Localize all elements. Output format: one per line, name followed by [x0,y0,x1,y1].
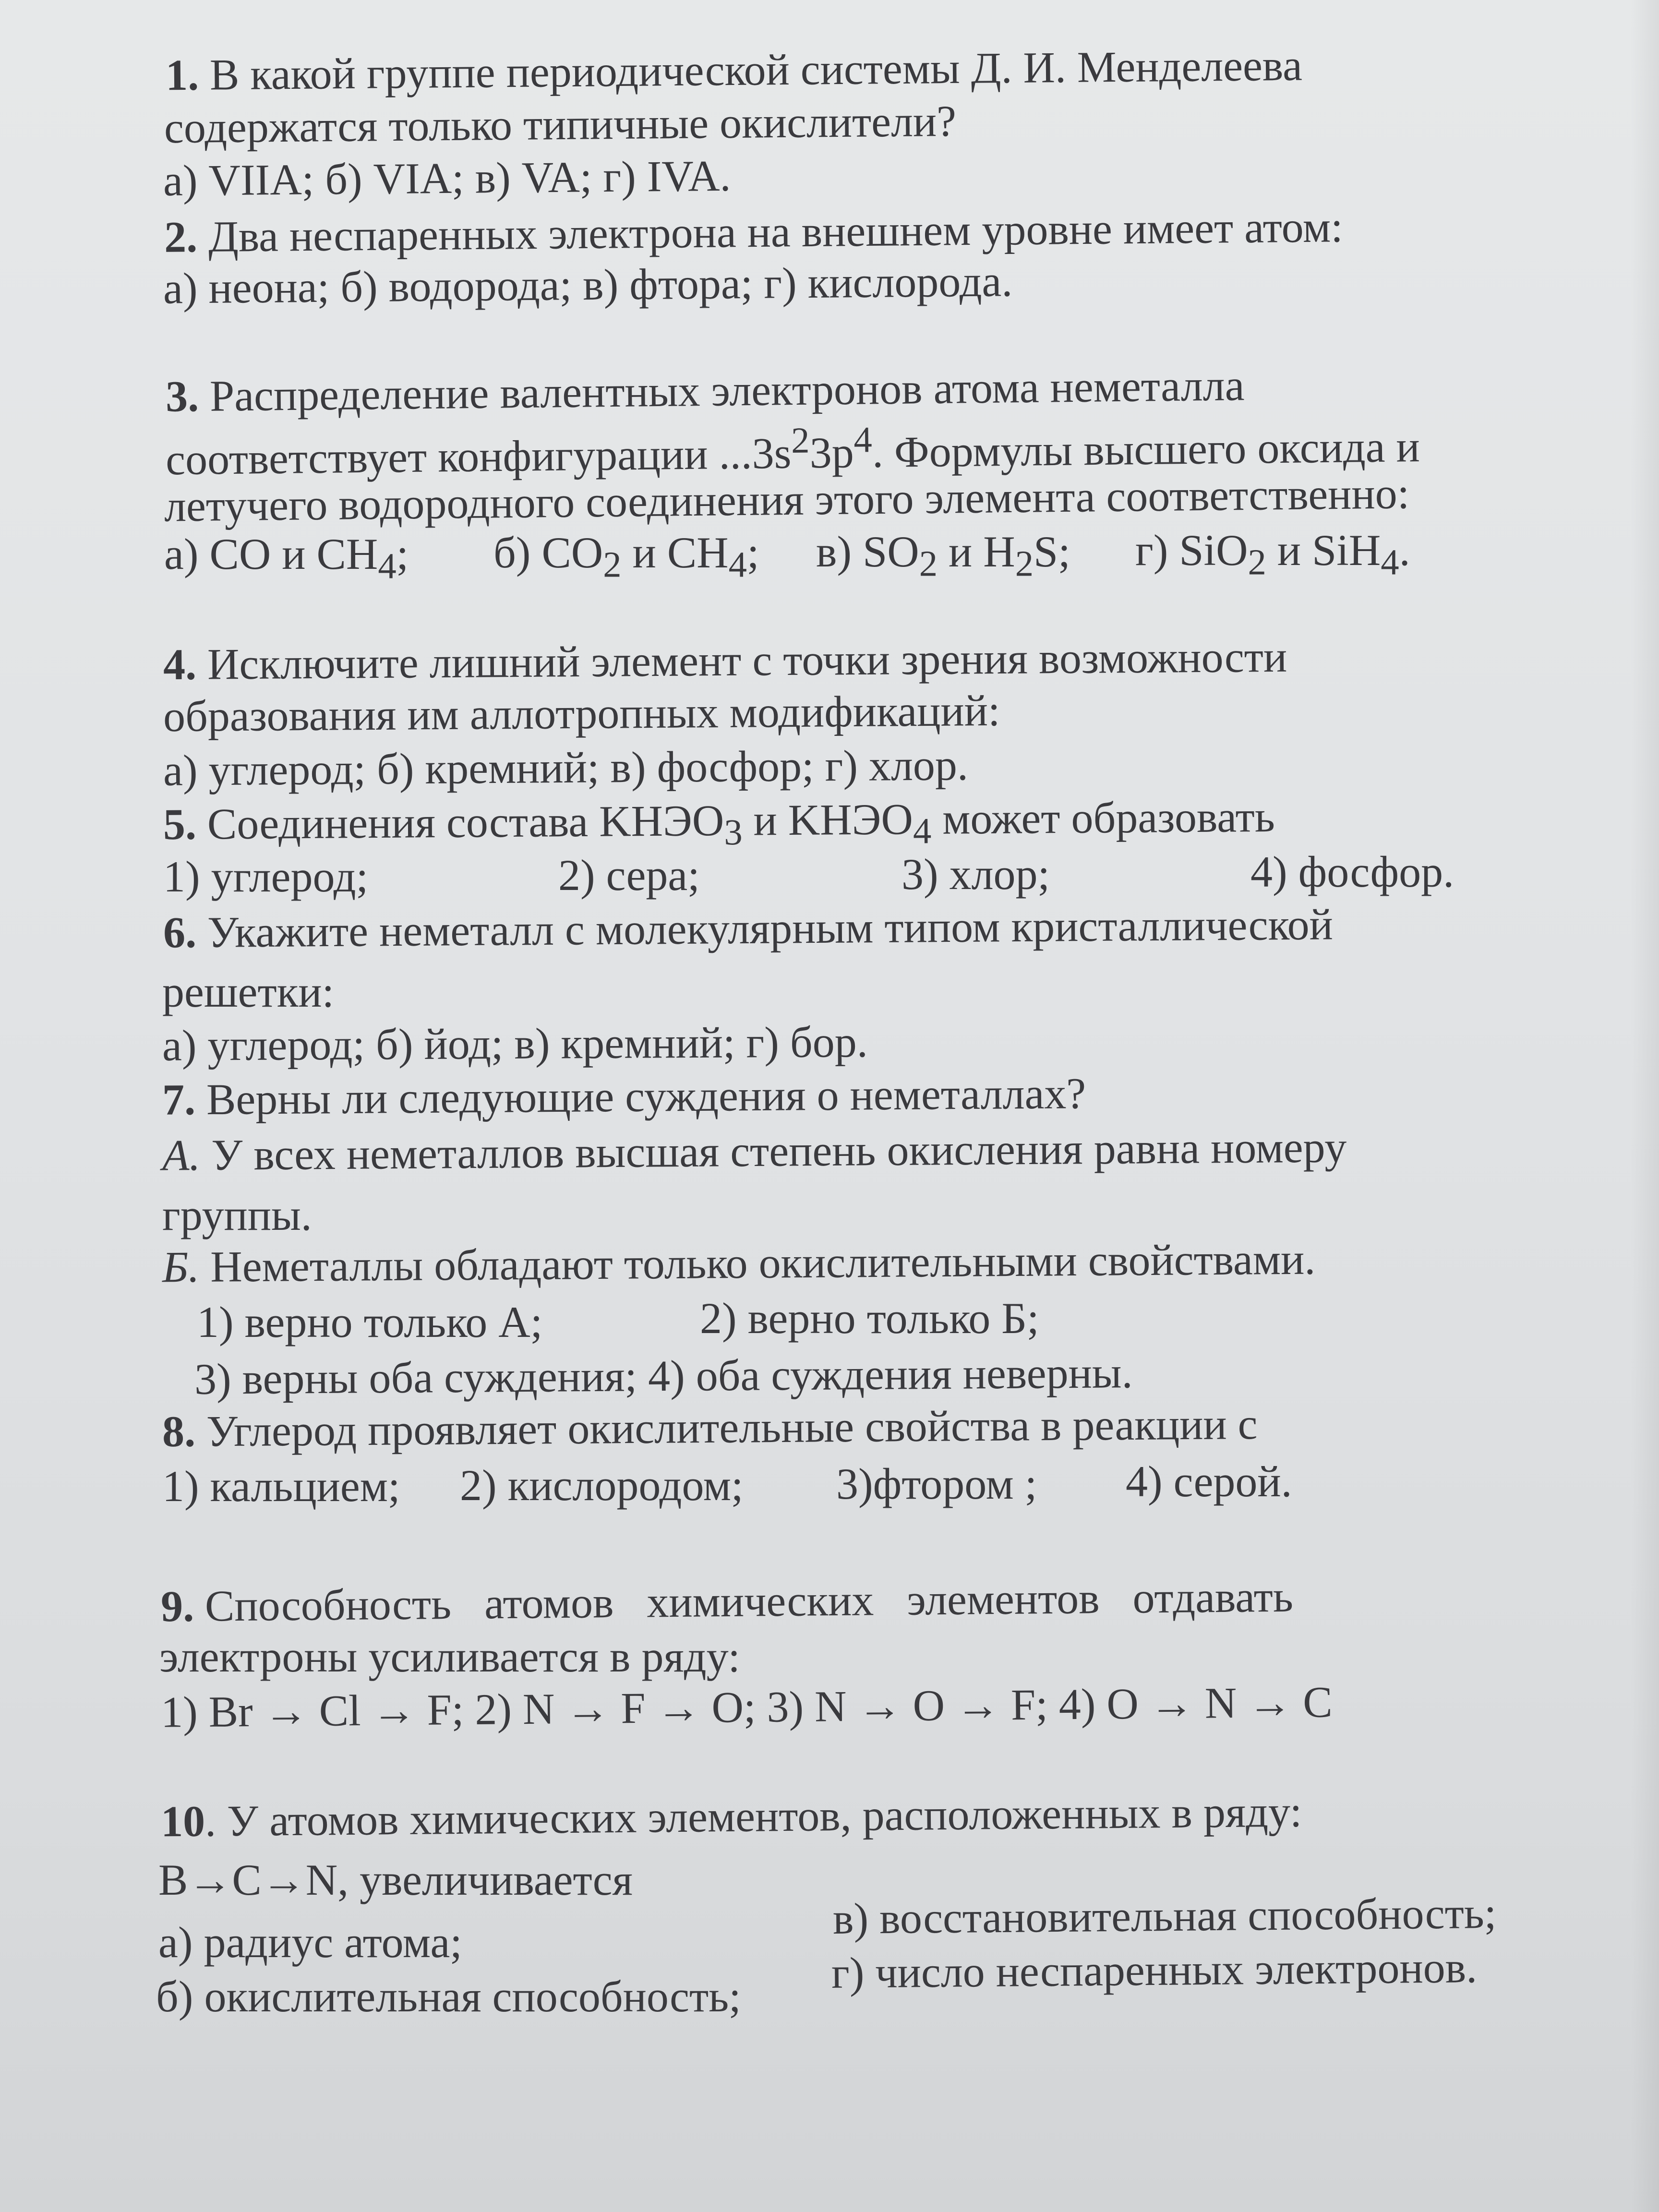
q5-option-4: 4) фосфор. [1250,847,1455,896]
q5-text-mid: и KHЭO [742,794,914,845]
q5-sub-2: 4 [913,810,932,852]
q7-number: 7. [162,1075,196,1124]
q10-line2: B→C→N, увеличивается [158,1855,633,1904]
q3-opt-b-label: б) CO [493,528,603,577]
q10-option-c: в) восстановительная способность; [832,1888,1497,1944]
q10-number: 10 [160,1796,205,1846]
q7-statement-b [162,1234,1316,1292]
q1-line2: содержатся только типичные окислители? [164,96,957,153]
q3-sup-2: 4 [853,419,873,460]
q10-option-a: а) радиус атома; [158,1918,462,1967]
q2-line1 [164,202,1344,262]
q6-number: 6. [163,908,197,957]
q7-statement-a [162,1122,1347,1180]
q5-option-2: 2) сера; [558,851,700,900]
q8-option-4: 4) серой. [1126,1457,1292,1506]
q7-option-1: 1) верно только А; [197,1298,543,1346]
q1-number: 1. [165,50,199,100]
q5-text-post: может образовать [931,792,1275,843]
q10-option-d: г) число неспаренных электронов. [831,1943,1478,1997]
q1-line1 [165,40,1303,100]
q3-opt-b-sub2: 4 [728,544,747,585]
q4-number: 4. [163,639,197,689]
page-edge-shadow [1630,0,1659,2212]
q4-line2: образования им аллотропных модификаций: [163,685,1000,741]
q3-opt-a-end: ; [396,529,409,578]
q8-option-1: 1) кальцием; [162,1462,400,1511]
q3-line3: летучего водородного соединения этого элемента соответственно: [164,469,1410,531]
q3-opt-d-sub2: 4 [1381,541,1399,583]
q3-opt-a-label: а) CO и CH [164,529,378,578]
q7-option-2: 2) верно только Б; [700,1294,1039,1343]
q7-option-3-4: 3) верны оба суждения; 4) оба суждения неверны. [194,1348,1133,1404]
q2-text-1: Два неспаренных электрона на внешнем уровне имеет атом: [208,202,1344,261]
q7-b-label: Б. [162,1242,200,1292]
q3-option-b [493,530,759,583]
q5-option-1: 1) углерод; [163,852,369,901]
q7-a-label: А. [162,1130,201,1180]
q9-number: 9. [160,1581,194,1631]
q3-option-d [1135,528,1410,581]
q9-line2: электроны усиливается в ряду: [159,1632,740,1681]
q3-opt-c-label: в) SO [816,527,919,576]
q5-number: 5. [163,799,197,849]
q6-text-1: Укажите неметалл с молекулярным типом кристаллической [207,900,1334,957]
q5-text-pre: Соединения состава KHЭO [207,795,724,849]
q3-opt-b-end: ; [746,528,759,577]
q8-line1 [162,1399,1258,1456]
q3-config-text: соответствует конфигурации ...3s [165,428,792,484]
q3-opt-c-end: S; [1034,527,1070,576]
q7-b-text: Неметаллы обладают только окислительными свойствами. [210,1234,1316,1291]
q8-option-2: 2) кислородом; [460,1461,744,1510]
q7-statement-a-cont: группы. [162,1190,312,1239]
q3-line1 [166,363,1245,419]
q10-option-b: б) окислительная способность; [156,1972,741,2021]
q3-option-c [816,529,1070,582]
q3-number: 3. [165,372,199,421]
q10-line1 [160,1787,1302,1846]
q3-opt-d-mid: и SiH [1266,526,1381,575]
q3-opt-c-sub2: 2 [1015,543,1034,584]
q8-option-3: 3)фтором ; [836,1459,1037,1508]
q9-text-1: Способность атомов химических элементов отдавать [204,1572,1294,1631]
q3-opt-d-end: . [1399,526,1410,575]
q10-number-dot: . [204,1796,216,1846]
q9-options: 1) Br → Cl → F; 2) N → F → O; 3) N → O → F; 4) O → N → C [160,1677,1333,1737]
q3-opt-b-mid: и CH [621,528,729,577]
q4-text-1: Исключите лишний элемент с точки зрения возможности [207,632,1287,689]
q6-options: а) углерод; б) йод; в) кремний; г) бор. [162,1017,868,1070]
q9-line1 [160,1572,1294,1631]
q3-opt-c-mid: и H [938,527,1015,576]
q7-a-text: У всех неметаллов высшая степень окисления равна номеру [211,1122,1347,1179]
q3-opt-d-label: г) SiO [1135,526,1248,575]
q5-sub-1: 3 [724,812,743,853]
q3-opt-b-sub1: 2 [603,544,622,585]
q8-text-1: Углерод проявляет окислительные свойства в реакции с [206,1399,1258,1456]
q1-text-1: В какой группе периодической системы Д. И. Менделеева [209,40,1303,99]
q3-opt-c-sub1: 2 [919,543,938,584]
q7-text-1: Верны ли следующие суждения о неметаллах? [206,1069,1086,1124]
q3-opt-d-sub1: 2 [1248,541,1266,583]
q7-line1 [162,1069,1086,1124]
q6-line2: решетки: [162,967,335,1016]
q3-config-p: 3p [809,428,854,478]
q5-option-3: 3) хлор; [902,850,1050,899]
q1-options: а) VIIA; б) VIA; в) VA; г) IVA. [163,151,731,205]
q3-option-a [164,529,409,587]
q3-text-1: Распределение валентных электронов атома неметалла [209,361,1245,421]
q8-number: 8. [162,1407,196,1456]
q2-options: а) неона; б) водорода; в) фтора; г) кислорода. [163,256,1013,313]
q10-text-1: У атомов химических элементов, расположенных в ряду: [227,1787,1302,1846]
q4-options: а) углерод; б) кремний; в) фосфор; г) хлор. [163,740,969,795]
q4-line1 [163,632,1287,689]
q3-sup-1: 2 [791,420,810,461]
q2-number: 2. [164,212,198,262]
q3-opt-a-sub: 4 [378,545,397,587]
q3-config-post: . Формулы высшего оксида и [872,421,1420,477]
q5-line1 [163,794,1275,855]
q6-line1 [163,900,1334,957]
